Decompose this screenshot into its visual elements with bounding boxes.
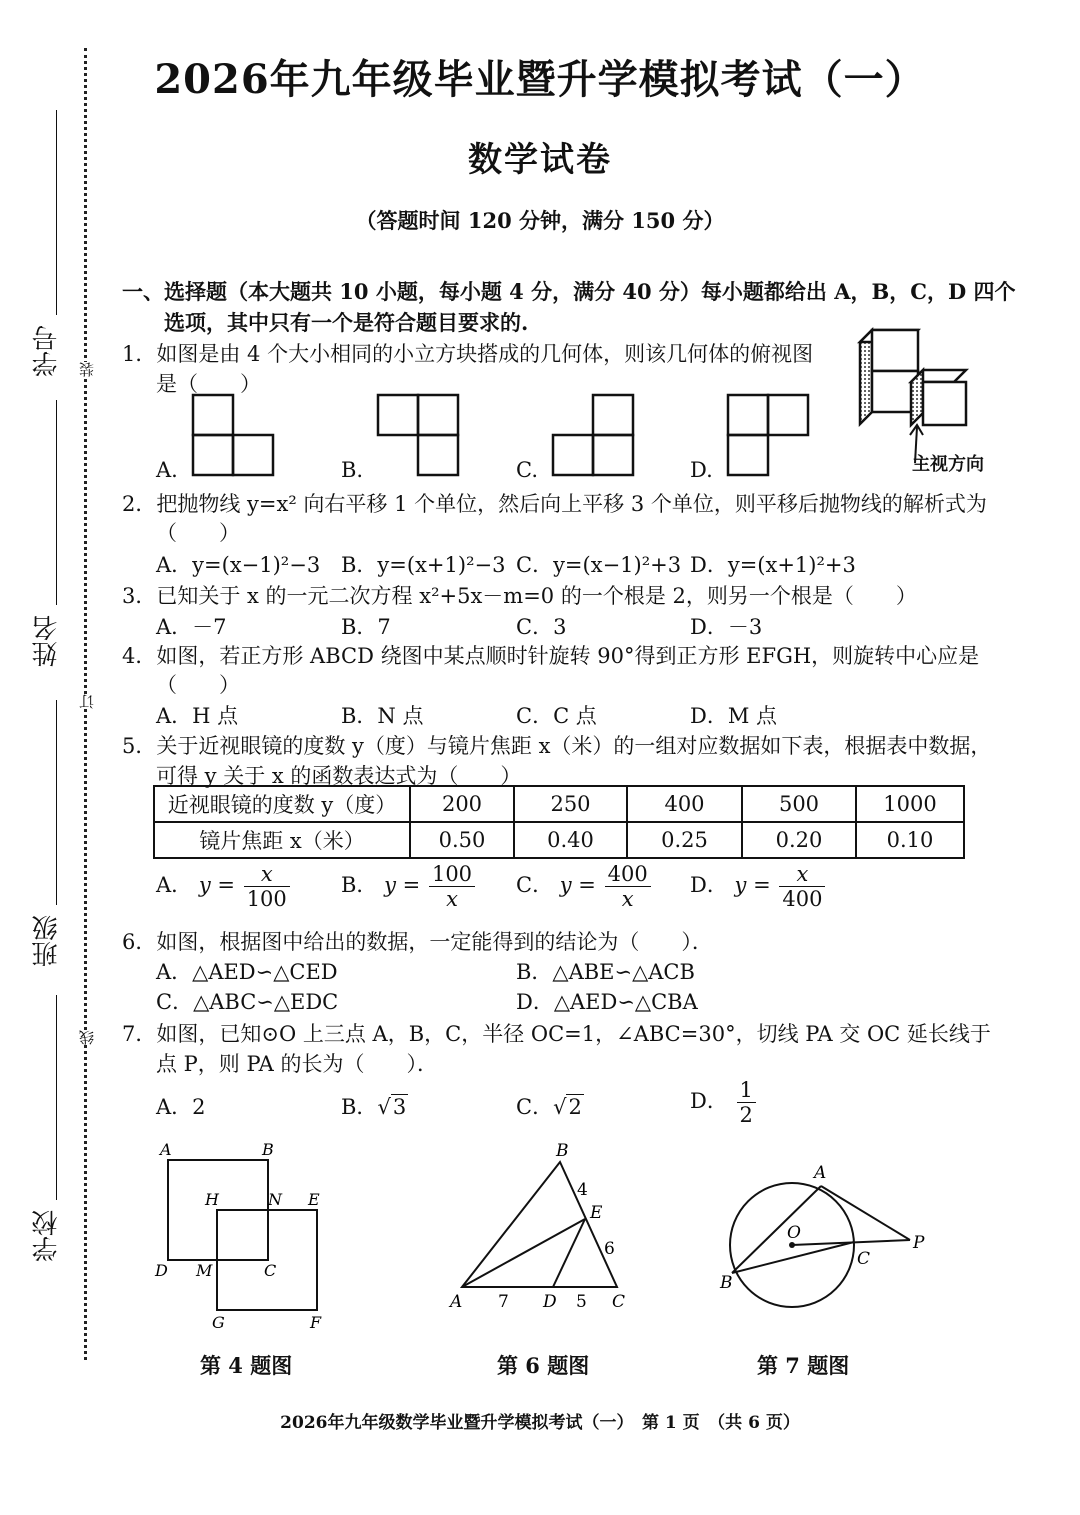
table-cell: 0.20 bbox=[742, 822, 856, 858]
q2-option-c[interactable]: C．y=(x−1)²+3 bbox=[516, 553, 682, 577]
q5-data-table bbox=[153, 785, 965, 859]
q7-stem-line2: 点 P，则 PA 的长为（ ）． bbox=[156, 1052, 439, 1076]
q1-view-direction-label: 主视方向 bbox=[912, 454, 984, 475]
q3-option-b[interactable]: B．7 bbox=[341, 615, 391, 639]
point-label: A bbox=[814, 1163, 827, 1183]
point-label: E bbox=[590, 1203, 603, 1223]
q2-option-b[interactable]: B．y=(x+1)²−3 bbox=[341, 553, 506, 577]
point-label: H bbox=[205, 1190, 219, 1209]
q4-option-a[interactable]: A．H 点 bbox=[156, 704, 239, 728]
option-lhs: y = bbox=[384, 873, 421, 898]
q6-stem: 6．如图，根据图中给出的数据，一定能得到的结论为（ ）． bbox=[122, 930, 713, 954]
section-heading-line1: 一、选择题（本大题共 10 小题，每小题 4 分，满分 40 分）每小题都给出 A，B，C，D 四个 bbox=[122, 279, 1016, 304]
table-cell: 0.25 bbox=[627, 822, 742, 858]
point-label: E bbox=[308, 1190, 320, 1209]
point-label: F bbox=[310, 1313, 322, 1332]
point-label: B bbox=[262, 1140, 274, 1159]
point-label: B bbox=[720, 1273, 733, 1293]
table-cell: 1000 bbox=[856, 786, 964, 822]
binding-mark-ding: 订 bbox=[78, 694, 96, 709]
binding-field-school: 学校 bbox=[32, 1210, 62, 1262]
table-cell: 250 bbox=[514, 786, 627, 822]
binding-field-student-id: 学号 bbox=[32, 325, 62, 377]
fig6-caption: 第 6 题图 bbox=[497, 1353, 590, 1378]
q6-option-b[interactable]: B．△ABE∽△ACB bbox=[516, 960, 695, 984]
q4-option-c[interactable]: C．C 点 bbox=[516, 704, 597, 728]
q7-option-d[interactable] bbox=[690, 1078, 756, 1127]
q1-stem-line2: 是（ ） bbox=[156, 372, 261, 396]
point-label: B bbox=[556, 1141, 569, 1161]
point-label: N bbox=[268, 1190, 282, 1209]
q2-option-a[interactable]: A．y=(x−1)²−3 bbox=[156, 553, 321, 577]
q2-option-d[interactable]: D．y=(x+1)²+3 bbox=[690, 553, 856, 577]
table-row-label: 镜片焦距 x（米） bbox=[154, 822, 410, 858]
q6-option-a[interactable]: A．△AED∽△CED bbox=[156, 960, 338, 984]
table-cell: 0.40 bbox=[514, 822, 627, 858]
q7-option-b[interactable] bbox=[341, 1091, 408, 1121]
q1-option-b-figure bbox=[370, 390, 465, 480]
q1-stem-line1: 1．如图是由 4 个大小相同的小立方块搭成的几何体，则该几何体的俯视图 bbox=[122, 342, 814, 366]
option-label: D． bbox=[690, 873, 728, 898]
triangle-abc bbox=[462, 1162, 617, 1287]
point-label: G bbox=[212, 1313, 225, 1332]
q5-option-a[interactable] bbox=[156, 862, 290, 911]
q5-stem-line2: 可得 y 关于 x 的函数表达式为（ ） bbox=[156, 764, 522, 788]
option-label: B． bbox=[341, 873, 378, 898]
option-fraction: $\frac{x}{100}$ bbox=[244, 862, 290, 911]
table-row bbox=[154, 786, 964, 822]
table-cell: 0.50 bbox=[410, 822, 514, 858]
q3-option-c[interactable]: C．3 bbox=[516, 615, 567, 639]
binding-mark-xian: 线 bbox=[78, 1030, 96, 1045]
point-label: C bbox=[612, 1292, 626, 1312]
q2-stem-line2: （ ） bbox=[156, 521, 240, 545]
sqrt-radicand: 2 bbox=[568, 1095, 582, 1119]
fig4-caption: 第 4 题图 bbox=[200, 1353, 293, 1378]
q7-stem-line1: 7．如图，已知⊙O 上三点 A，B，C，半径 OC=1，∠ABC=30°，切线 PA 交 OC 延长线于 bbox=[122, 1022, 991, 1046]
sqrt-icon: √ bbox=[377, 1095, 391, 1119]
q7-option-c[interactable] bbox=[516, 1091, 584, 1121]
q4-stem-line1: 4．如图，若正方形 ABCD 绕图中某点顺时针旋转 90°得到正方形 EFGH，则旋转中心应是 bbox=[122, 644, 980, 668]
point-label: C bbox=[264, 1261, 277, 1280]
exam-title: 2026年九年级毕业暨升学模拟考试（一） bbox=[154, 56, 926, 103]
option-fraction: $\frac{x}{400}$ bbox=[779, 862, 825, 911]
q1-option-d-label[interactable]: D. bbox=[690, 458, 713, 482]
length-label: 5 bbox=[576, 1292, 587, 1312]
table-cell: 500 bbox=[742, 786, 856, 822]
binding-field-class: 班级 bbox=[32, 915, 62, 967]
school-blank[interactable] bbox=[56, 995, 57, 1200]
q1-option-d-figure bbox=[720, 390, 815, 480]
option-fraction: $\frac{100}{x}$ bbox=[429, 862, 475, 911]
length-label: 6 bbox=[604, 1239, 615, 1259]
point-label: M bbox=[196, 1261, 213, 1280]
q1-option-a-figure bbox=[185, 390, 280, 480]
q1-option-a-label[interactable]: A. bbox=[156, 458, 178, 482]
binding-mark-zhuang: 装 bbox=[78, 362, 96, 377]
segment-de bbox=[553, 1219, 585, 1287]
exam-subtitle: 数学试卷 bbox=[468, 140, 612, 180]
fig4-diagram bbox=[150, 1135, 340, 1335]
table-cell: 0.10 bbox=[856, 822, 964, 858]
class-blank[interactable] bbox=[56, 700, 57, 905]
q5-option-d[interactable] bbox=[690, 862, 825, 911]
section-heading-line2: 选项，其中只有一个是符合题目要求的. bbox=[164, 310, 529, 335]
q7-option-a[interactable]: A．2 bbox=[156, 1095, 206, 1119]
option-lhs: y = bbox=[198, 873, 235, 898]
option-label: C． bbox=[516, 873, 554, 898]
option-lhs: y = bbox=[734, 873, 771, 898]
table-cell: 200 bbox=[410, 786, 514, 822]
point-label: D bbox=[543, 1292, 557, 1312]
q5-option-c[interactable] bbox=[516, 862, 651, 911]
q3-stem: 3．已知关于 x 的一元二次方程 x²+5x－m=0 的一个根是 2，则另一个根是（ ） bbox=[122, 584, 917, 608]
q6-option-c[interactable]: C．△ABC∽△EDC bbox=[156, 990, 339, 1014]
q2-stem-line1: 2．把抛物线 y=x² 向右平移 1 个单位，然后向上平移 3 个单位，则平移后抛物线的解析式为 bbox=[122, 492, 987, 516]
option-lhs: y = bbox=[559, 873, 596, 898]
option-label: D． bbox=[690, 1089, 728, 1114]
q4-stem-line2: （ ） bbox=[156, 673, 240, 697]
point-label: A bbox=[160, 1140, 172, 1159]
point-label: P bbox=[913, 1233, 925, 1253]
option-fraction: $\frac{400}{x}$ bbox=[605, 862, 651, 911]
option-label: A． bbox=[156, 873, 193, 898]
point-label: O bbox=[787, 1223, 801, 1243]
q1-option-c-label[interactable]: C. bbox=[516, 458, 538, 482]
name-blank[interactable] bbox=[56, 400, 57, 605]
q6-option-d[interactable]: D．△AED∽△CBA bbox=[516, 990, 698, 1014]
point-label: D bbox=[155, 1261, 168, 1280]
option-label: B． bbox=[341, 1095, 378, 1119]
exam-time-note: （答题时间 120 分钟，满分 150 分） bbox=[355, 208, 725, 233]
q1-option-b-label[interactable]: B. bbox=[341, 458, 364, 482]
length-label: 4 bbox=[577, 1180, 588, 1200]
q5-option-b[interactable] bbox=[341, 862, 475, 911]
q3-option-d[interactable]: D．－3 bbox=[690, 615, 763, 639]
q5-stem-line1: 5．关于近视眼镜的度数 y（度）与镜片焦距 x（米）的一组对应数据如下表，根据表中数据， bbox=[122, 734, 992, 758]
sqrt-icon: √ bbox=[553, 1095, 567, 1119]
segment-ab bbox=[732, 1186, 821, 1273]
page-footer: 2026年九年级数学毕业暨升学模拟考试（一） 第 1 页 （共 6 页） bbox=[280, 1413, 800, 1433]
q3-option-a[interactable]: A．－7 bbox=[156, 615, 227, 639]
fig7-caption: 第 7 题图 bbox=[757, 1353, 850, 1378]
option-fraction: $\frac{1}{2}$ bbox=[737, 1078, 756, 1127]
q1-option-c-figure bbox=[545, 390, 640, 480]
table-row bbox=[154, 822, 964, 858]
q4-option-d[interactable]: D．M 点 bbox=[690, 704, 778, 728]
length-label: 7 bbox=[498, 1292, 509, 1312]
tangent-pa bbox=[821, 1186, 910, 1240]
point-label: A bbox=[450, 1292, 463, 1312]
segment-ae bbox=[462, 1219, 585, 1287]
option-label: C． bbox=[516, 1095, 554, 1119]
table-row-label: 近视眼镜的度数 y（度） bbox=[154, 786, 410, 822]
sqrt-radicand: 3 bbox=[392, 1095, 407, 1119]
binding-field-name: 姓名 bbox=[32, 615, 62, 667]
fig6-diagram bbox=[440, 1140, 640, 1320]
point-label: C bbox=[857, 1249, 871, 1269]
fig7-diagram bbox=[715, 1150, 945, 1325]
q4-option-b[interactable]: B．N 点 bbox=[341, 704, 424, 728]
table-cell: 400 bbox=[627, 786, 742, 822]
